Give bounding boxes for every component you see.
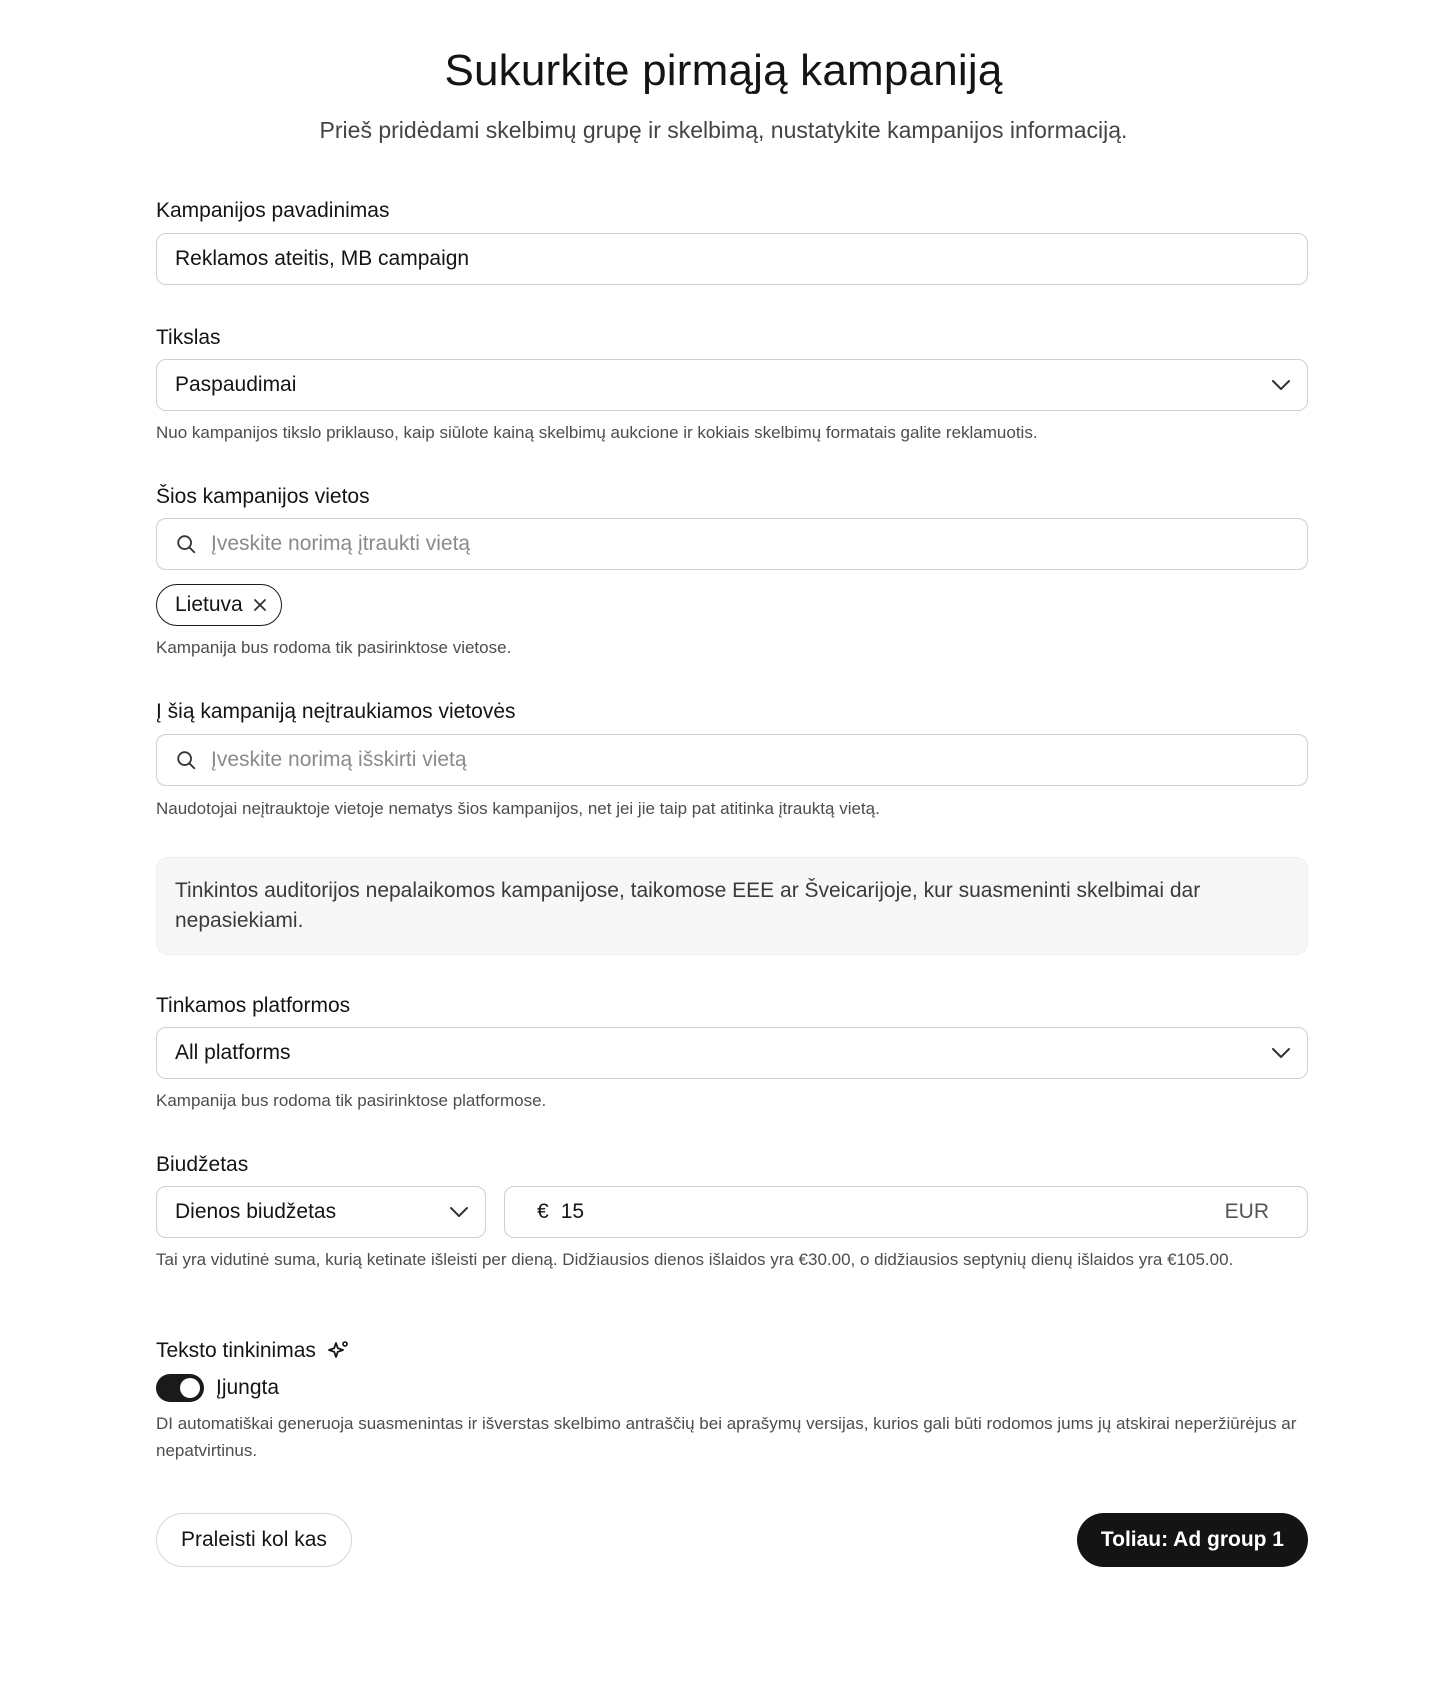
text-customization-toggle[interactable] [156, 1374, 204, 1402]
chevron-down-icon [1271, 1047, 1291, 1059]
currency-code: EUR [1224, 1200, 1269, 1223]
page-title: Sukurkite pirmąją kampaniją [444, 46, 1003, 95]
location-chip-label: Lietuva [175, 593, 243, 616]
platforms-help: Kampanija bus rodoma tik pasirinktose platformose. [156, 1091, 547, 1110]
budget-type-select[interactable] [156, 1186, 486, 1238]
chevron-down-icon [449, 1206, 469, 1218]
platforms-value: All platforms [175, 1041, 291, 1064]
excluded-locations-search-field [156, 734, 1308, 786]
budget-amount-field[interactable] [504, 1186, 1308, 1238]
chevron-down-icon [1271, 379, 1291, 391]
search-icon [175, 533, 197, 555]
excluded-locations-search-input[interactable] [211, 748, 1289, 772]
platforms-label: Tinkamos platformos [156, 994, 351, 1017]
budget-help: Tai yra vidutinė suma, kurią ketinate išleisti per dieną. Didžiausios dienos išlaidos yra €30.00, o didžiausios septynių dienų išlaidos yra €105.00. [156, 1250, 1234, 1269]
locations-search-field [156, 518, 1308, 570]
budget-label: Biudžetas [156, 1153, 249, 1176]
objective-help: Nuo kampanijos tikslo priklauso, kaip siūlote kainą skelbimų aukcione ir kokiais skelbimų formatais galite reklamuotis. [156, 423, 1038, 442]
toggle-knob [180, 1378, 200, 1398]
locations-label: Šios kampanijos vietos [156, 485, 370, 508]
campaign-name-field [156, 233, 1308, 285]
next-button[interactable]: Toliau: Ad group 1 [1077, 1513, 1308, 1567]
objective-select[interactable] [156, 359, 1308, 411]
campaign-name-input[interactable] [175, 247, 1289, 271]
text-customization-label: Teksto tinkinimas [156, 1339, 316, 1362]
excluded-locations-help: Naudotojai neįtrauktoje vietoje nematys šios kampanijos, net jei jie taip pat atitinka įtrauktą vietą. [156, 799, 880, 818]
text-customization-help: DI automatiškai generuoja suasmenintas ir išverstas skelbimo antraščių bei aprašymų versijas, kurios gali būti rodomos jums jų atskirai neperžiūrėjus ar nepatvirtinus. [156, 1414, 1297, 1460]
objective-label: Tikslas [156, 326, 221, 349]
custom-audiences-notice: Tinkintos auditorijos nepalaikomos kampanijose, taikomose EEE ar Šveicarijoje, kur suasmeninti skelbimai dar nepasiekiami. [156, 857, 1308, 955]
toggle-label: Įjungta [216, 1376, 280, 1399]
budget-type-value: Dienos biudžetas [175, 1200, 337, 1223]
currency-symbol: € [537, 1200, 549, 1223]
sparkle-icon [326, 1339, 350, 1363]
search-icon [175, 749, 197, 771]
location-chip [156, 584, 282, 626]
locations-help: Kampanija bus rodoma tik pasirinktose vietose. [156, 638, 512, 657]
close-icon[interactable] [253, 598, 267, 612]
locations-search-input[interactable] [211, 532, 1289, 556]
objective-value: Paspaudimai [175, 373, 297, 396]
budget-amount-value: 15 [560, 1200, 585, 1223]
platforms-select[interactable] [156, 1027, 1308, 1079]
campaign-name-label: Kampanijos pavadinimas [156, 199, 390, 222]
skip-button[interactable]: Praleisti kol kas [156, 1513, 352, 1567]
page-subtitle: Prieš pridėdami skelbimų grupę ir skelbimą, nustatykite kampanijos informaciją. [319, 117, 1128, 143]
excluded-locations-label: Į šią kampaniją neįtraukiamos vietovės [156, 700, 516, 723]
